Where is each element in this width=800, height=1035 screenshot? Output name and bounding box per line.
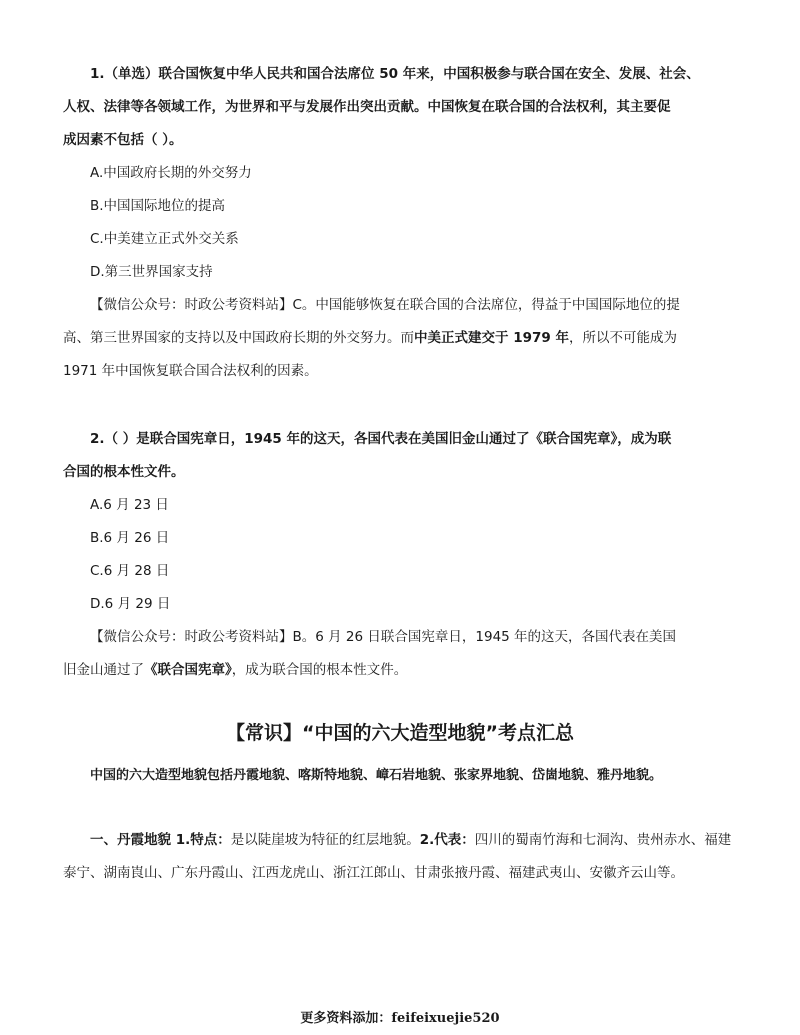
q2-answer-text-tail: ，成为联合国的根本性文件。 [231, 662, 408, 678]
footer-note: 更多资料添加：feifeixuejie520 [300, 1011, 500, 1026]
q1-answer-text-tail: ，所以不可能成为 [568, 330, 677, 346]
item1-representatives: 四川的蜀南竹海和七洞沟、贵州赤水、福建 [474, 832, 732, 848]
q2-option-d: D.6 月 29 日 [90, 596, 171, 612]
q2-option-c: C.6 月 28 日 [90, 563, 170, 579]
q1-stem-line3: 成因素不包括（ ）。 [63, 132, 183, 148]
item1-representative-label: 2.代表： [419, 832, 475, 848]
q1-answer-line1: 【微信公众号：时政公考资料站】C。中国能够恢复在联合国的合法席位，得益于中国国际地位的提 [90, 297, 680, 313]
q2-answer-line1: 【微信公众号：时政公考资料站】B。6 月 26 日联合国宪章日，1945 年的这天，各国代表在美国 [90, 629, 677, 645]
item1-feature: 是以陡崖坡为特征的红层地貌。 [230, 832, 420, 848]
item1-heading: 一、丹霞地貌 1.特点： [90, 832, 231, 848]
q2-stem-line2: 合国的根本性文件。 [63, 464, 185, 480]
q2-answer-line2 [63, 658, 407, 678]
q2-answer-emphasis: 《联合国宪章》 [144, 662, 232, 678]
q1-answer-emphasis: 中美正式建交于 1979 年 [414, 330, 569, 346]
q1-answer-text: 高、第三世界国家的支持以及中国政府长期的外交努力。而 [63, 330, 414, 346]
q1-stem-line1: 1.（单选）联合国恢复中华人民共和国合法席位 50 年来，中国积极参与联合国在安全、发展、社会、 [90, 66, 700, 82]
q1-option-b: B.中国国际地位的提高 [90, 198, 226, 214]
q1-option-a: A.中国政府长期的外交努力 [90, 165, 252, 181]
q1-option-d: D.第三世界国家支持 [90, 264, 213, 280]
section-item1-line1 [90, 828, 731, 848]
section-item1-line2: 泰宁、湖南崀山、广东丹霞山、江西龙虎山、浙江江郎山、甘肃张掖丹霞、福建武夷山、安徽齐云山等。 [63, 865, 684, 881]
q2-stem-line1: 2.（ ）是联合国宪章日，1945 年的这天，各国代表在美国旧金山通过了《联合国宪章》，成为联 [90, 431, 672, 447]
q2-answer-text: 旧金山通过了 [63, 662, 144, 678]
q1-stem-line2: 人权、法律等各领域工作，为世界和平与发展作出突出贡献。中国恢复在联合国的合法权利，其主要促 [63, 99, 671, 115]
q1-answer-line3: 1971 年中国恢复联合国合法权利的因素。 [63, 363, 318, 379]
section-title: 【常识】“中国的六大造型地貌”考点汇总 [226, 722, 574, 744]
q2-option-b: B.6 月 26 日 [90, 530, 170, 546]
q1-option-c: C.中美建立正式外交关系 [90, 231, 239, 247]
q2-option-a: A.6 月 23 日 [90, 497, 169, 513]
section-intro: 中国的六大造型地貌包括丹霞地貌、喀斯特地貌、嶂石岩地貌、张家界地貌、岱崮地貌、雅丹地貌。 [90, 768, 663, 783]
q1-answer-line2 [63, 326, 677, 346]
